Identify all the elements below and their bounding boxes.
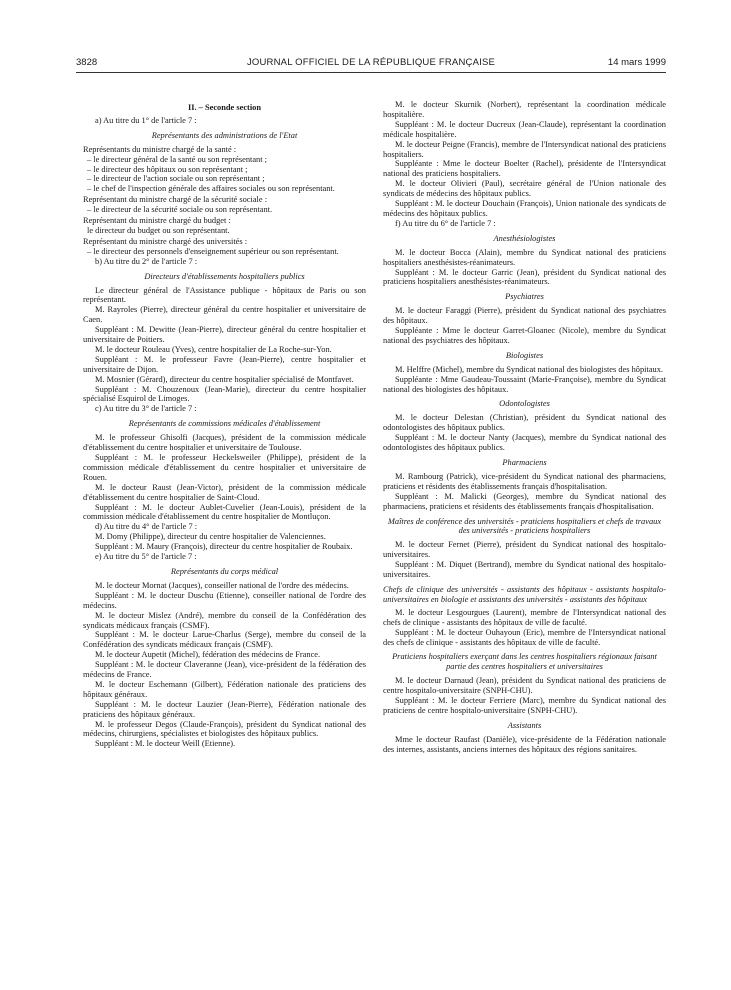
left-list-item: – le directeur des hôpitaux ou son représentant ; [87, 164, 248, 174]
left-paragraph: b) Au titre du 2° de l'article 7 : [95, 256, 198, 266]
left-paragraph: M. le docteur Aupetit (Michel), fédération des médecins de France. [95, 650, 321, 660]
right-subsection-heading: Assistants [507, 720, 542, 730]
right-paragraph: Suppléant : M. le docteur Douchain (François), Union nationale des syndicats de médecins des hôpitaux publics. [383, 199, 666, 218]
left-paragraph: Suppléant : M. Dewitte (Jean-Pierre), directeur général du centre hospitalier et universitaire de Poitiers. [83, 325, 366, 345]
left-paragraph: M. le docteur Rouleau (Yves), centre hospitalier de La Roche-sur-Yon. [95, 344, 332, 354]
right-subsection-heading: Praticiens hospitaliers exerçant dans les centres hospitaliers régionaux faisant partie des centres hospitaliers et universitaires [392, 652, 657, 672]
right-subsection-heading: Pharmaciens [502, 458, 547, 467]
right-paragraph: Suppléante : Mme Gaudeau-Toussaint (Marie-Françoise), membre du Syndicat national des biologistes des hôpitaux. [383, 374, 666, 394]
right-paragraph: M. le docteur Faraggi (Pierre), président du Syndicat national des psychiatres des hôpitaux. [383, 306, 666, 326]
right-paragraph: Suppléante : Mme le docteur Garret-Gloanec (Nicole), membre du Syndicat national des psychiatres des hôpitaux. [383, 326, 666, 345]
right-paragraph: Mme le docteur Raufast (Danièle), vice-présidente de la Fédération nationale des internes, assistants, anciens internes des hôpitaux des régions sanitaires. [383, 734, 666, 754]
right-paragraph: Suppléant : M. le docteur Ouhayoun (Eric), membre de l'Intersyndicat national des chefs de clinique - assistants des hôpitaux de ville de faculté. [383, 627, 666, 647]
left-list-item: – le directeur des personnels d'enseignement supérieur ou son représentant. [87, 246, 339, 256]
right-subsection-heading: Chefs de clinique des universités - assistants des hôpitaux - assistants hospitalo-universitaires en biologie et assistants des universités - assistants des hôpitaux [383, 584, 666, 604]
right-paragraph: M. le docteur Delestan (Christian), président du Syndicat national des odontologistes des hôpitaux publics. [383, 413, 666, 433]
left-list-item: – le directeur général de la santé ou son représentant ; [87, 154, 267, 164]
left-paragraph: M. le professeur Degos (Claude-François), président du Syndicat national des médecins, chirurgiens, spécialistes et biologistes des hôpitaux publics. [83, 719, 366, 739]
left-paragraph: Suppléant : M. le docteur Claveranne (Jean), vice-président de la fédération des médecins de France. [83, 660, 366, 680]
left-paragraph: Suppléant : M. le docteur Weill (Etienne). [95, 739, 236, 749]
left-paragraph: Suppléant : M. le docteur Aublet-Cuvelier (Jean-Louis), président de la commission médicale d'établissement du centre hospitalier de Montluçon. [83, 502, 366, 522]
right-paragraph: M. le docteur Darnaud (Jean), président du Syndicat national des praticiens de centre hospitalo-universitaire (SNPH-CHU). [383, 676, 666, 696]
left-subsection-heading: Représentants des administrations de l'Etat [151, 130, 298, 140]
right-paragraph: M. le docteur Fernet (Pierre), président du Syndicat national des hospitalo-universitaires. [383, 540, 666, 560]
right-paragraph: M. le docteur Lesgourgues (Laurent), membre de l'Intersyndicat national des chefs de clinique - assistants des hôpitaux de ville de faculté. [383, 607, 666, 627]
left-paragraph: d) Au titre du 4° de l'article 7 : [95, 522, 198, 532]
left-paragraph: e) Au titre du 5° de l'article 7 : [95, 552, 197, 562]
left-paragraph: M. le docteur Eschemann (Gilbert), Fédération nationale des praticiens des hôpitaux généraux. [83, 679, 366, 699]
left-list-item: – le directeur de la sécurité sociale ou son représentant. [87, 205, 273, 215]
left-column [83, 100, 366, 749]
journal-title: JOURNAL OFFICIEL DE LA RÉPUBLIQUE FRANÇAISE [246, 57, 496, 68]
right-paragraph: M. le docteur Olivieri (Paul), secrétaire général de l'Union nationale des syndicats de médecins des hôpitaux publics. [383, 179, 666, 199]
left-paragraph: M. le docteur Raust (Jean-Victor), président de la commission médicale d'établissement du centre hospitalier de Saint-Cloud. [83, 482, 366, 502]
issue-date: 14 mars 1999 [607, 57, 666, 68]
page-header [76, 57, 666, 71]
left-list-item: – le chef de l'inspection générale des affaires sociales ou son représentant. [87, 184, 335, 194]
right-paragraph: M. Rambourg (Patrick), vice-président du Syndicat national des pharmaciens, praticiens et résidents des établissements français d'hospitalisation. [383, 471, 666, 491]
right-paragraph: Suppléant : M. le docteur Garric (Jean), président du Syndicat national des praticiens hospitaliers anesthésistes-réanimateurs. [383, 267, 666, 287]
right-paragraph: Suppléant : M. le docteur Nanty (Jacques), membre du Syndicat national des odontologistes des hôpitaux publics. [383, 433, 666, 453]
left-paragraph: Suppléant : M. le professeur Heckelsweiler (Philippe), président de la commission médicale d'établissement du centre hospitalier et universitaire de Rouen. [83, 453, 366, 482]
left-subsection-heading: Directeurs d'établissements hospitaliers publics [144, 271, 305, 281]
right-paragraph: f) Au titre du 6° de l'article 7 : [395, 218, 496, 228]
left-paragraph: Représentant du ministre chargé des universités : [83, 236, 248, 246]
left-paragraph: a) Au titre du 1° de l'article 7 : [95, 115, 197, 125]
left-paragraph: Suppléant : M. le docteur Larue-Charlus (Serge), membre du conseil de la Confédération des syndicats médicaux français (CSMF). [83, 630, 366, 650]
left-paragraph: Représentants du ministre chargé de la santé : [83, 144, 237, 154]
right-subsection-heading: Psychiatres [505, 292, 544, 302]
left-paragraph: Suppléant : M. le professeur Favre (Jean-Pierre), centre hospitalier et universitaire de Dijon. [83, 354, 366, 374]
left-paragraph: Suppléant : M. le docteur Lauzier (Jean-Pierre), Fédération nationale des praticiens des hôpitaux généraux. [83, 699, 366, 719]
right-paragraph: M. Helffre (Michel), membre du Syndicat national des biologistes des hôpitaux. [395, 364, 664, 374]
left-list-item: – le directeur de l'action sociale ou son représentant ; [87, 174, 265, 184]
left-paragraph: Suppléant : M. Chouzenoux (Jean-Marie), directeur du centre hospitalier spécialisé Esquirol de Limoges. [83, 384, 366, 404]
header-rule [76, 72, 666, 73]
left-subsection-heading: Représentants de commissions médicales d'établissement [128, 419, 321, 429]
right-paragraph: Suppléante : Mme le docteur Boelter (Rachel), présidente de l'Intersyndicat national des praticiens hospitaliers. [383, 159, 666, 179]
right-paragraph: Suppléant : M. le docteur Ferriere (Marc), membre du Syndicat national des praticiens de centre hospitalo-universitaire (SNPH-CHU). [383, 696, 666, 715]
left-paragraph: Suppléant : M. le docteur Duschu (Etienne), conseiller national de l'ordre des médecins. [83, 590, 366, 610]
left-paragraph: c) Au titre du 3° de l'article 7 : [95, 404, 197, 414]
right-subsection-heading: Biologistes [505, 350, 544, 360]
left-paragraph: M. Domy (Philippe), directeur du centre hospitalier de Valenciennes. [95, 532, 326, 542]
left-paragraph: M. Mosnier (Gérard), directeur du centre hospitalier spécialisé de Montfavet. [95, 374, 354, 384]
left-section-heading: II. – Seconde section [187, 103, 262, 112]
right-subsection-heading: Maîtres de conférence des universités - praticiens hospitaliers et chefs de travaux des universités - praticiens hospitaliers [387, 516, 662, 536]
left-paragraph: Le directeur général de l'Assistance publique - hôpitaux de Paris ou son représentant. [83, 285, 366, 305]
left-paragraph: Représentant du ministre chargé du budget : [83, 216, 231, 226]
right-paragraph: M. le docteur Peigne (Francis), membre de l'Intersyndicat national des praticiens hospitaliers. [383, 139, 666, 159]
right-paragraph: Suppléant : M. Malicki (Georges), membre du Syndicat national des pharmaciens, praticiens et résidents des établissements français d'hospitalisation. [383, 491, 666, 511]
left-list-item: le directeur du budget ou son représentant. [87, 225, 230, 235]
right-paragraph: Suppléant : M. Diquet (Bertrand), membre du Syndicat national des hospitalo-universitaires. [383, 560, 666, 580]
right-subsection-heading: Odontologistes [499, 399, 550, 409]
left-subsection-heading: Représentants du corps médical [170, 566, 279, 576]
right-paragraph: M. le docteur Bocca (Alain), membre du Syndicat national des praticiens hospitaliers anesthésistes-réanimateurs. [383, 247, 666, 267]
right-column [383, 100, 666, 755]
left-paragraph: Suppléant : M. Maury (François), directeur du centre hospitalier de Roubaix. [95, 542, 353, 552]
left-paragraph: M. Rayroles (Pierre), directeur général du centre hospitalier et universitaire de Caen. [83, 305, 366, 325]
left-paragraph: M. le professeur Ghisolfi (Jacques), président de la commission médicale d'établissement du centre hospitalier et universitaire de Toulouse. [83, 433, 366, 453]
left-paragraph: M. le docteur Mislez (André), membre du conseil de la Confédération des syndicats médicaux français (CSMF). [83, 610, 366, 630]
page-number: 3828 [76, 57, 98, 68]
right-paragraph: Suppléant : M. le docteur Ducreux (Jean-Claude), représentant la coordination médicale hospitalière. [383, 119, 666, 139]
left-paragraph: M. le docteur Mornat (Jacques), conseiller national de l'ordre des médecins. [95, 580, 349, 590]
left-paragraph: Représentant du ministre chargé de la sécurité sociale : [83, 195, 268, 205]
right-paragraph: M. le docteur Skurnik (Norbert), représentant la coordination médicale hospitalière. [383, 100, 666, 119]
right-subsection-heading: Anesthésiologistes [493, 233, 556, 243]
